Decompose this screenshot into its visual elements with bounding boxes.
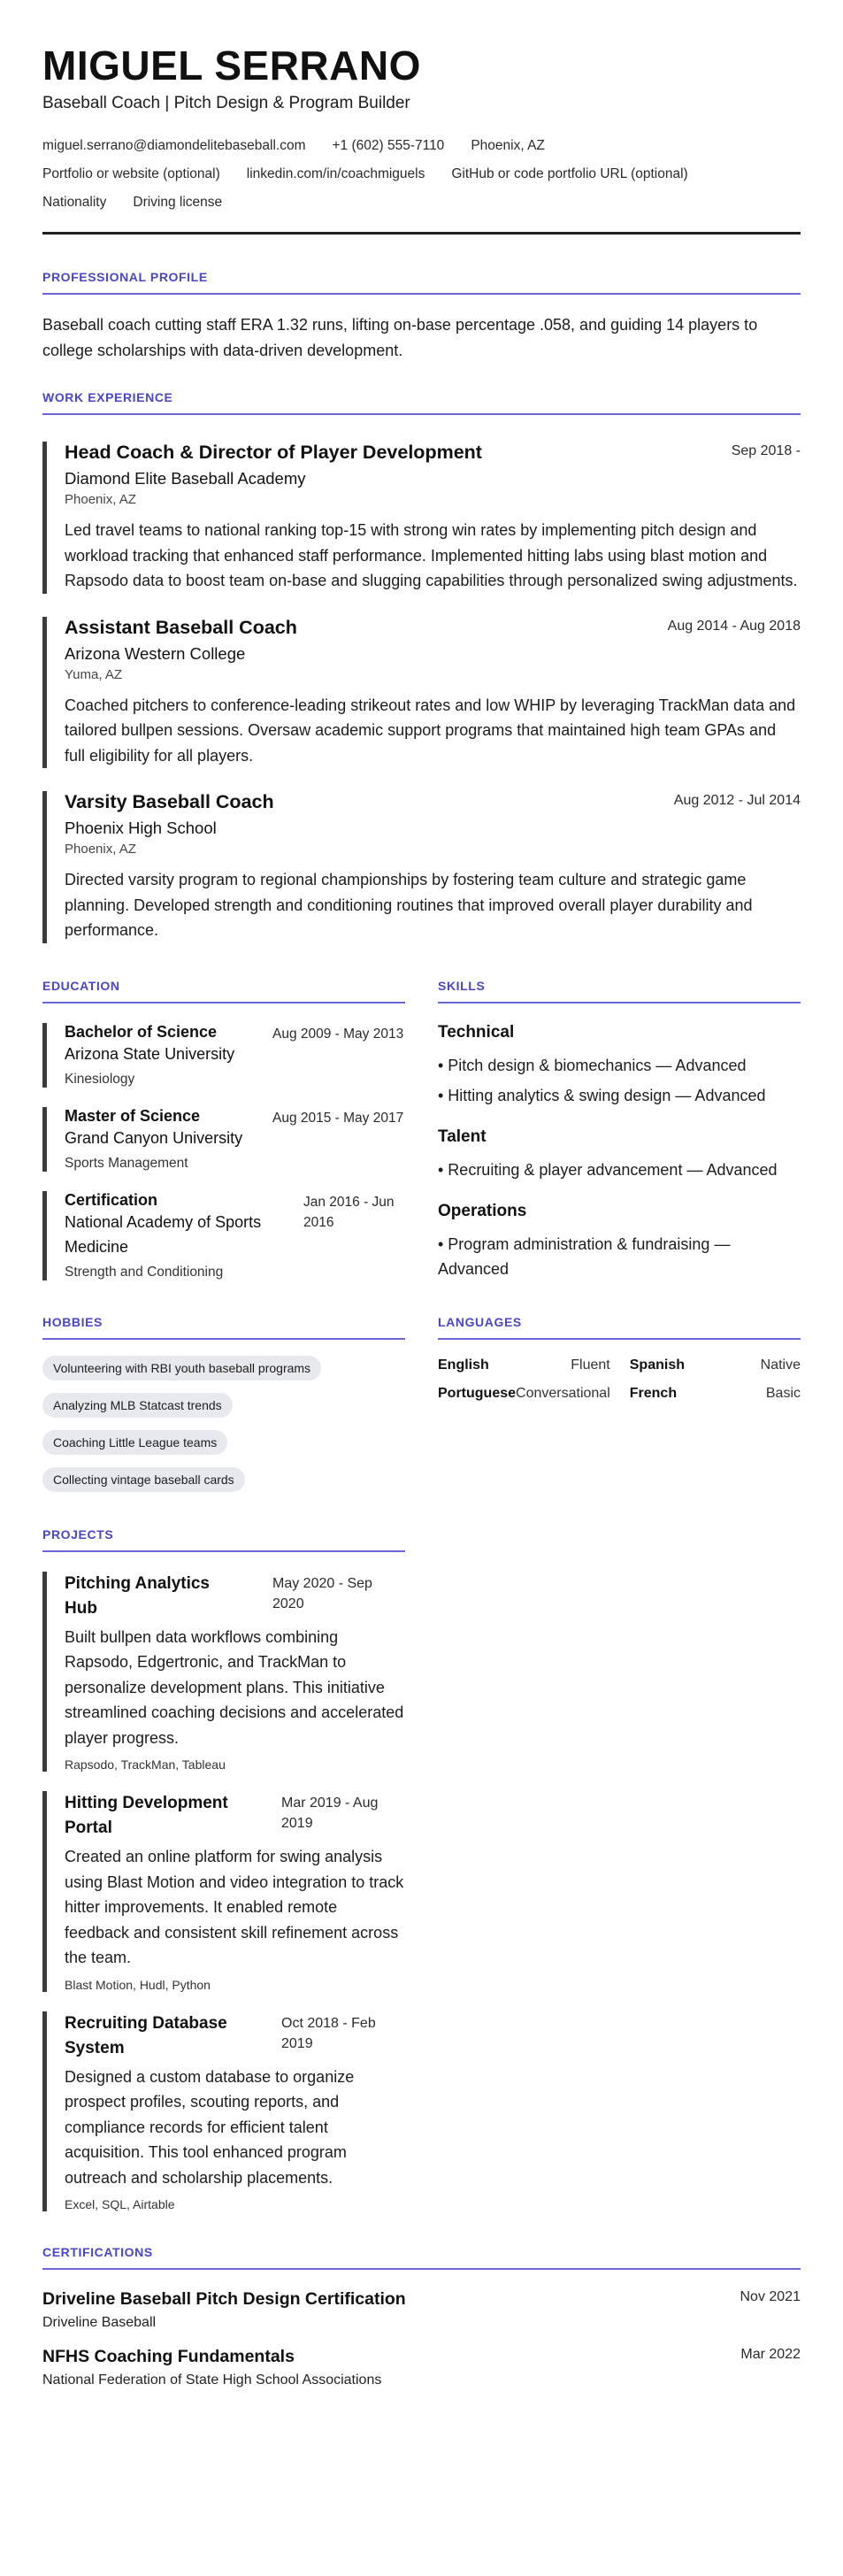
section-title-projects: PROJECTS	[42, 1527, 405, 1552]
project-entry	[42, 2011, 405, 2212]
skill-category: Talent	[438, 1127, 487, 1146]
language-entry	[438, 1386, 610, 1402]
language-level: Conversational	[516, 1385, 610, 1401]
project-tech: Rapsodo, TrackMan, Tableau	[65, 1757, 226, 1772]
language-name: English	[438, 1357, 489, 1373]
skill-category: Operations	[438, 1201, 527, 1220]
hobbies-languages-row	[42, 1315, 801, 1504]
job-location: Phoenix, AZ	[65, 842, 136, 857]
job-title: Assistant Baseball Coach	[65, 616, 297, 638]
job-description: Led travel teams to national ranking top-15 with strong win rates by implementing pitch design and workload tracking that enhanced staff performance. Implemented hitting labs using blast motion and Rapsodo data to boost team on-base and slugging capabilities through personalized swing adjustments.	[65, 521, 798, 589]
education-entry	[42, 1107, 405, 1172]
education-date: Aug 2009 - May 2013	[272, 1026, 404, 1042]
certification-entry	[42, 2347, 801, 2388]
job-organization: Diamond Elite Baseball Academy	[65, 469, 306, 488]
education-school: Grand Canyon University	[65, 1128, 243, 1147]
contact-email[interactable]: miguel.serrano@diamondelitebaseball.com	[42, 138, 306, 153]
education-degree: Certification	[65, 1190, 158, 1209]
language-level: Native	[760, 1357, 801, 1373]
job-entry	[42, 617, 801, 769]
contact-row	[42, 138, 801, 154]
skill-category: Technical	[438, 1022, 515, 1042]
job-title: Head Coach & Director of Player Development	[65, 442, 482, 463]
education-date: Aug 2015 - May 2017	[272, 1110, 404, 1126]
education-school: Arizona State University	[65, 1044, 235, 1063]
project-entry	[42, 1572, 405, 1772]
hobby-tag: Collecting vintage baseball cards	[42, 1467, 245, 1492]
job-location: Yuma, AZ	[65, 666, 123, 682]
contact-website[interactable]: Portfolio or website (optional)	[42, 166, 220, 181]
project-entry	[42, 1791, 405, 1992]
language-level: Basic	[765, 1385, 801, 1401]
contact-license: Driving license	[133, 195, 223, 210]
project-title: Recruiting Database System	[65, 2013, 227, 2057]
job-entry	[42, 791, 801, 943]
project-title: Hitting Development Portal	[65, 1794, 228, 1837]
certification-entry	[42, 2289, 801, 2331]
job-date: Sep 2018 -	[731, 443, 801, 458]
certification-issuer: National Federation of State High School Associations	[42, 2372, 382, 2388]
job-location: Phoenix, AZ	[65, 492, 136, 507]
education-skills-row	[42, 979, 801, 1281]
candidate-headline: Baseball Coach | Pitch Design & Program Builder	[42, 94, 410, 112]
education-school: National Academy of Sports Medicine	[65, 1212, 262, 1256]
job-title: Varsity Baseball Coach	[65, 791, 274, 812]
project-tech: Excel, SQL, Airtable	[65, 2197, 175, 2211]
skill-item: • Recruiting & player advancement — Advanced	[438, 1160, 778, 1179]
project-date: Oct 2018 - Feb 2019	[281, 2015, 376, 2051]
hobby-tag: Coaching Little League teams	[42, 1430, 227, 1455]
skill-item: • Program administration & fundraising — Advanced	[438, 1234, 731, 1278]
certification-name: Driveline Baseball Pitch Design Certification	[42, 2289, 406, 2309]
language-level: Fluent	[571, 1357, 610, 1373]
skill-item: • Hitting analytics & swing design — Advanced	[438, 1086, 766, 1104]
section-title-profile: PROFESSIONAL PROFILE	[42, 270, 801, 295]
contact-nationality: Nationality	[42, 195, 107, 210]
contact-location: Phoenix, AZ	[471, 138, 545, 153]
job-date: Aug 2012 - Jul 2014	[673, 793, 801, 808]
education-section	[42, 979, 405, 1281]
certification-date: Mar 2022	[740, 2347, 801, 2362]
language-name: French	[629, 1385, 678, 1401]
education-entry	[42, 1191, 405, 1280]
hobbies-section	[42, 1315, 405, 1504]
hobby-tags	[42, 1356, 405, 1504]
section-title-experience: WORK EXPERIENCE	[42, 390, 801, 415]
skills-section	[438, 979, 801, 1281]
candidate-name: MIGUEL SERRANO	[42, 42, 421, 88]
education-field: Sports Management	[65, 1155, 188, 1171]
hobby-tag: Analyzing MLB Statcast trends	[42, 1393, 233, 1418]
section-title-education: EDUCATION	[42, 979, 405, 1003]
education-field: Kinesiology	[65, 1071, 135, 1087]
project-tech: Blast Motion, Hudl, Python	[65, 1977, 211, 1992]
section-title-hobbies: HOBBIES	[42, 1315, 405, 1340]
job-date: Aug 2014 - Aug 2018	[667, 618, 801, 634]
contact-phone[interactable]: +1 (602) 555-7110	[332, 138, 445, 153]
language-entry	[630, 1357, 801, 1373]
education-date: Jan 2016 - Jun 2016	[303, 1194, 395, 1230]
project-description: Created an online platform for swing analysis using Blast Motion and video integration to track hitter improvements. It enabled remote feedback and consistent skill refinement across the team.	[65, 1848, 404, 1966]
job-entry	[42, 442, 801, 594]
contact-extra-row	[42, 195, 801, 211]
project-date: Mar 2019 - Aug 2019	[281, 1796, 379, 1831]
language-entry	[438, 1357, 610, 1373]
language-name: Spanish	[629, 1357, 685, 1373]
profile-section	[42, 270, 801, 364]
education-field: Strength and Conditioning	[65, 1264, 224, 1280]
project-date: May 2020 - Sep 2020	[272, 1575, 372, 1611]
education-degree: Bachelor of Science	[65, 1022, 218, 1041]
certification-date: Nov 2021	[740, 2289, 801, 2304]
certification-name: NFHS Coaching Fundamentals	[42, 2347, 295, 2366]
project-description: Built bullpen data workflows combining Rapsodo, Edgertronic, and TrackMan to personalize development plans. This initiative streamlined coaching decisions and accelerated player progress.	[65, 1627, 404, 1747]
project-title: Pitching Analytics Hub	[65, 1573, 210, 1618]
projects-section	[42, 1527, 405, 2212]
hobby-tag: Volunteering with RBI youth baseball programs	[42, 1356, 321, 1380]
language-name: Portuguese	[438, 1385, 517, 1401]
job-organization: Phoenix High School	[65, 819, 217, 837]
section-title-certifications: CERTIFICATIONS	[42, 2245, 801, 2270]
languages-section	[438, 1315, 801, 1504]
contact-github[interactable]: GitHub or code portfolio URL (optional)	[451, 166, 688, 181]
contact-links-row	[42, 166, 801, 182]
experience-section	[42, 390, 801, 943]
header-divider	[42, 232, 801, 235]
language-grid	[438, 1357, 801, 1402]
job-description: Directed varsity program to regional championships by fostering team culture and strategic game planning. Developed strength and conditioning routines that improved overall player durability and performance.	[65, 871, 753, 939]
education-entry	[42, 1023, 405, 1088]
certification-issuer: Driveline Baseball	[42, 2315, 157, 2330]
job-description: Coached pitchers to conference-leading strikeout rates and low WHIP by leveraging TrackMan data and tailored bullpen sessions. Oversaw academic support programs that maintained high team GPAs and full eligibility for all players.	[65, 696, 796, 765]
section-title-skills: SKILLS	[438, 979, 801, 1003]
profile-summary: Baseball coach cutting staff ERA 1.32 runs, lifting on-base percentage .058, and guiding 14 players to college scholarships with data-driven development.	[42, 316, 758, 359]
job-organization: Arizona Western College	[65, 643, 246, 663]
contact-linkedin[interactable]: linkedin.com/in/coachmiguels	[246, 166, 425, 181]
language-entry	[630, 1386, 801, 1402]
section-title-languages: LANGUAGES	[438, 1315, 801, 1340]
skill-item: • Pitch design & biomechanics — Advanced	[438, 1056, 747, 1074]
project-description: Designed a custom database to organize prospect profiles, scouting reports, and compliance records for efficient talent acquisition. This tool enhanced program outreach and scholarship placements.	[65, 2067, 355, 2187]
education-degree: Master of Science	[65, 1106, 201, 1125]
certifications-section	[42, 2245, 801, 2388]
